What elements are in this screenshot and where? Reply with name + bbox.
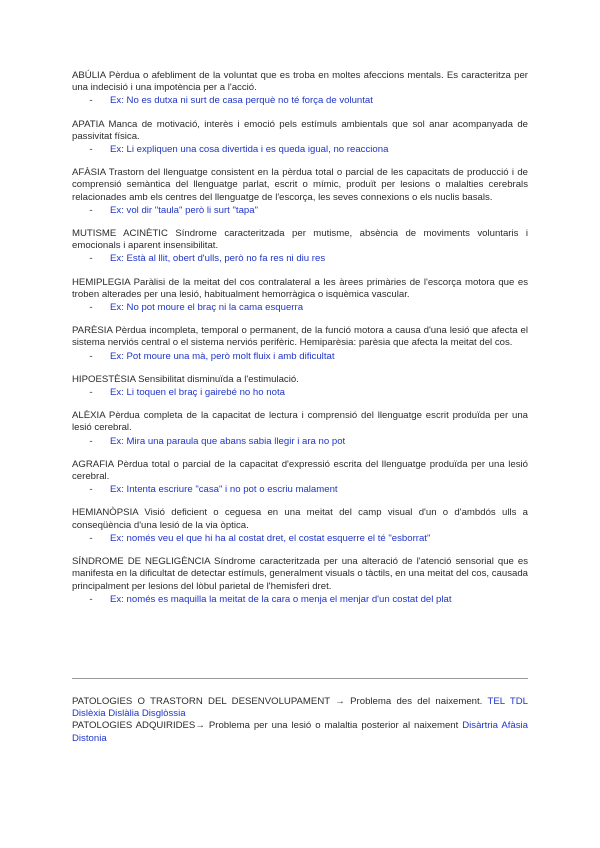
dash-bullet-icon: - (89, 204, 93, 216)
entry-term: MUTISME ACINÈTIC (72, 228, 168, 240)
entry-term: AGRAFIA (72, 458, 114, 470)
dash-bullet-icon: - (89, 593, 93, 605)
dash-bullet-icon: - (89, 387, 93, 399)
entry-example: Ex: Intenta escriure "casa" i no pot o escriu malament (110, 484, 338, 496)
entry-example-row (72, 387, 528, 399)
glossary-entry (72, 556, 528, 606)
developmental-label: PATOLOGIES O TRASTORN DEL DESENVOLUPAMENT (72, 696, 330, 707)
entry-definition-paragraph (72, 374, 528, 386)
entry-example: Ex: només veu el que hi ha al costat dret, el costat esquerre el té "esborrat" (110, 532, 431, 544)
entry-example: Ex: No pot moure el braç ni la cama esquerra (110, 302, 304, 314)
glossary-entry (72, 325, 528, 363)
entry-definition: Sensibilitat disminuïda a l'estimulació. (138, 373, 299, 385)
entry-term: AFÀSIA (72, 167, 106, 179)
acquired-description: Problema per una lesió o malaltia posterior al naixement (208, 720, 459, 732)
entry-definition: Manca de motivació, interès i emoció pels estímuls ambientals que sol anar acompanyada de passivitat física. (72, 118, 528, 142)
dash-bullet-icon: - (89, 350, 93, 362)
entry-definition-paragraph (72, 167, 528, 204)
developmental-pathologies-line (72, 696, 528, 720)
entry-definition-paragraph (72, 70, 528, 94)
pathology-summary (72, 696, 528, 745)
glossary-entry (72, 167, 528, 217)
entry-definition: Pèrdua o afebliment de la voluntat que es troba en moltes afeccions mentals. Es caracteritza per una indecisió i una impotència per a l'acció. (72, 70, 528, 94)
arrow-icon: → (195, 720, 205, 732)
entry-term: ALÈXIA (72, 410, 106, 422)
entry-example: Ex: Li toquen el braç i gairebé no ho nota (110, 387, 285, 399)
entry-example-row (72, 205, 528, 217)
entry-definition-paragraph (72, 277, 528, 301)
entry-definition-paragraph (72, 119, 528, 143)
dash-bullet-icon: - (89, 532, 93, 544)
dash-bullet-icon: - (89, 144, 93, 156)
dash-bullet-icon: - (89, 95, 93, 107)
glossary-entry (72, 228, 528, 266)
entry-example-row (72, 594, 528, 606)
entry-term: APATIA (72, 118, 105, 130)
entry-definition-paragraph (72, 556, 528, 593)
entry-example-row (72, 436, 528, 448)
horizontal-divider (72, 678, 528, 679)
entry-definition: Síndrome caracteritzada per una alteració de l'atenció sensorial que es manifesta en la dificultat de detectar estímuls, generalment visuals o tàctils, en una meitat del cos, causada principalment per lesions del lòbul parietal de l'hemisferi dret. (72, 556, 529, 592)
glossary-entry (72, 70, 528, 108)
glossary-entry (72, 507, 528, 545)
entry-example-row (72, 144, 528, 156)
glossary-entry (72, 459, 528, 497)
entry-example: Ex: Està al llit, obert d'ulls, però no fa res ni diu res (110, 253, 326, 265)
entry-example: Ex: No es dutxa ni surt de casa perquè no té força de voluntat (110, 95, 373, 107)
glossary-entries (72, 70, 528, 617)
developmental-description: Problema des del naixement. (350, 696, 483, 707)
entry-definition: Pèrdua completa de la capacitat de lectura i comprensió del llenguatge escrit produïda per una lesió cerebral. (72, 410, 528, 434)
dash-bullet-icon: - (89, 253, 93, 265)
developmental-examples: TEL TDL Dislèxia Dislàlia Disglòssia (72, 696, 528, 720)
entry-example-row (72, 253, 528, 265)
entry-example: Ex: només es maquilla la meitat de la cara o menja el menjar d'un costat del plat (110, 593, 452, 605)
entry-definition: Visió deficient o ceguesa en una meitat del camp visual d'un o d'ambdós ulls a conseqüència d'una lesió de la via òptica. (72, 507, 528, 531)
entry-example-row (72, 302, 528, 314)
entry-term: SÍNDROME DE NEGLIGÈNCIA (72, 556, 211, 568)
entry-term: PARÈSIA (72, 325, 113, 337)
arrow-icon: → (335, 696, 345, 707)
entry-definition-paragraph (72, 507, 528, 531)
entry-example: Ex: Pot moure una mà, però molt fluix i amb dificultat (110, 350, 335, 362)
glossary-entry (72, 119, 528, 157)
entry-definition: Paràlisi de la meitat del cos contralateral a les àrees primàries de l'escorça motora que es troben alterades per una lesió, habitualment hemorràgica o isquèmica vascular. (72, 276, 528, 300)
dash-bullet-icon: - (89, 302, 93, 314)
dash-bullet-icon: - (89, 484, 93, 496)
entry-term: HEMIPLEGIA (72, 276, 131, 288)
acquired-examples: Disàrtria Afàsia Distonia (72, 720, 528, 744)
entry-definition-paragraph (72, 459, 528, 483)
entry-definition: Síndrome caracteritzada per mutisme, absència de moviments voluntaris i emocionals i aparent insensibilitat. (72, 228, 528, 252)
dash-bullet-icon: - (89, 435, 93, 447)
acquired-label: PATOLOGIES ADQUIRIDES (72, 720, 196, 732)
glossary-entry (72, 277, 528, 315)
entry-definition-paragraph (72, 325, 528, 349)
entry-definition: Pèrdua total o parcial de la capacitat d'expressió escrita del llenguatge produïda per una lesió cerebral. (72, 458, 529, 483)
entry-definition: Trastorn del llenguatge consistent en la pèrdua total o parcial de les capacitats de producció i de comprensió semàntica del llenguatge parlat, escrit o mímic, produït per lesions o malalties cerebrals relacionades amb els centres del llenguatge de l'escorça, les seves connexions o els nuclis basals. (72, 167, 528, 203)
acquired-pathologies-line (72, 720, 528, 744)
entry-definition: Pèrdua incompleta, temporal o permanent, de la funció motora a causa d'una lesió que afecta el sistema nerviós central o el sistema nerviós perifèric. Hemiparèsia: parèsia que afecta la meitat del cos. (72, 325, 528, 349)
entry-definition-paragraph (72, 228, 528, 252)
entry-example: Ex: vol dir "taula" però li surt "tapa" (110, 204, 259, 216)
entry-example-row (72, 533, 528, 545)
entry-term: ABÚLIA (72, 70, 106, 81)
entry-example-row (72, 351, 528, 363)
entry-term: HEMIANÒPSIA (72, 507, 139, 519)
entry-term: HIPOESTÈSIA (72, 373, 136, 385)
entry-example-row (72, 95, 528, 107)
entry-definition-paragraph (72, 410, 528, 434)
glossary-entry (72, 410, 528, 448)
glossary-entry (72, 374, 528, 399)
entry-example: Ex: Li expliquen una cosa divertida i es queda igual, no reacciona (110, 144, 389, 156)
entry-example: Ex: Mira una paraula que abans sabia llegir i ara no pot (110, 435, 346, 447)
entry-example-row (72, 484, 528, 496)
